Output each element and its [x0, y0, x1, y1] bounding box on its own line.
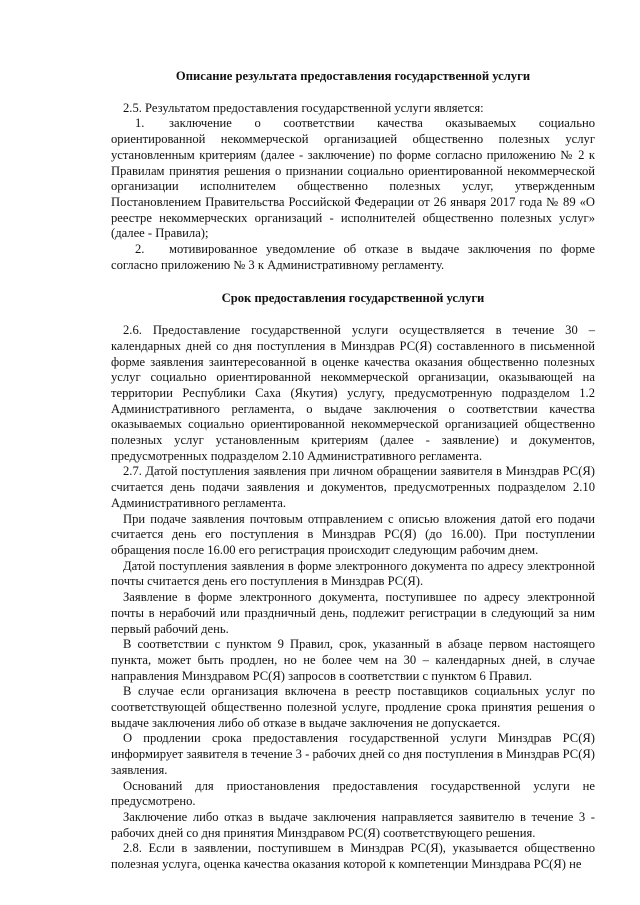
section-heading-result: Описание результата предоставления государственной услуги	[175, 69, 531, 83]
list-item-1	[111, 116, 595, 242]
paragraph-2-7: 2.7. Датой поступления заявления при личном обращении заявителя в Минздрав РС(Я) считается день подачи заявления и документов, предусмотренных подразделом 2.10 Административного регламента.	[111, 464, 595, 510]
list-item-1-text: заключение о соответствии качества оказываемых социально ориентированной некоммерческой организацией общественно полезных услуг установленным критериям (далее - заключение) по форме согласно приложению № 2 к Правилам принятия решения о признании социально ориентированной некоммерческой организации исполнителем общественно полезных услуг, утвержденным Постановлением Правительства Российской Федерации от 26 января 2017 года № 89 «О реестре некоммерческих организаций - исполнителей общественно полезных услуг» (далее - Правила);	[111, 116, 595, 241]
paragraph-notify: О продлении срока предоставления государственной услуги Минздрав РС(Я) информирует заявителя в течение 3 - рабочих дней со дня поступления в Минздрав РС(Я) заявления.	[111, 731, 595, 777]
paragraph-registry: В случае если организация включена в реестр поставщиков социальных услуг по соответствующей общественно полезной услуге, продление срока принятия решения о выдаче заключения либо об отказе в выдаче заключения не допускается.	[111, 684, 595, 730]
section-heading-term: Срок предоставления государственной услуги	[221, 291, 485, 306]
list-item-1-number: 1.	[135, 116, 145, 131]
paragraph-extension: В соответствии с пунктом 9 Правил, срок, указанный в абзаце первом настоящего пункта, может быть продлен, но не более чем на 30 – календарных дней, в случае направления Минздравом РС(Я) запросов в соответствии с пунктом 6 Правил.	[111, 637, 595, 683]
list-item-2-number: 2.	[135, 242, 145, 257]
document-body	[111, 69, 595, 873]
list-item-2-text: мотивированное уведомление об отказе в выдаче заключения по форме согласно приложению № 3 к Административному регламенту.	[111, 242, 595, 272]
paragraph-postal: При подаче заявления почтовым отправлением с описью вложения датой его подачи считается день его поступления в Минздрав РС(Я) (до 16.00). При поступлении обращения после 16.00 его регистрация происходит следующим рабочим днем.	[111, 511, 595, 557]
paragraph-suspension: Оснований для приостановления предоставления государственной услуги не предусмотрено.	[111, 778, 595, 809]
paragraph-delivery: Заключение либо отказ в выдаче заключения направляется заявителю в течение 3 - рабочих дней со дня принятия Минздравом РС(Я) соответствующего решения.	[111, 809, 595, 840]
paragraph-2-5: 2.5. Результатом предоставления государственной услуги является:	[123, 100, 484, 115]
paragraph-email-date: Датой поступления заявления в форме электронного документа по адресу электронной почты считается день его поступления в Минздрав РС(Я).	[111, 558, 595, 589]
paragraph-2-8: 2.8. Если в заявлении, поступившем в Минздрав РС(Я), указывается общественно полезная услуга, оценка качества оказания которой к компетенции Минздрава РС(Я) не	[111, 841, 595, 872]
paragraph-email-holiday: Заявление в форме электронного документа, поступившее по адресу электронной почты в нерабочий или праздничный день, подлежит регистрации в следующий за ним первый рабочий день.	[111, 590, 595, 636]
list-item-2	[111, 242, 595, 273]
paragraph-2-6: 2.6. Предоставление государственной услуги осуществляется в течение 30 – календарных дней со дня поступления в Минздрав РС(Я) составленного в письменной форме заявления заинтересованной в оценке качества оказания общественно полезных услуг социально ориентированной некоммерческой организации, оказывающей на территории Республики Саха (Якутия) услугу, предусмотренную подразделом 1.2 Административного регламента, о выдаче заключения о соответствии качества оказываемых социально ориентированной некоммерческой организацией общественно полезных услуг установленным критериям (далее - заявление) и документов, предусмотренных подразделом 2.10 Административного регламента.	[111, 323, 595, 463]
